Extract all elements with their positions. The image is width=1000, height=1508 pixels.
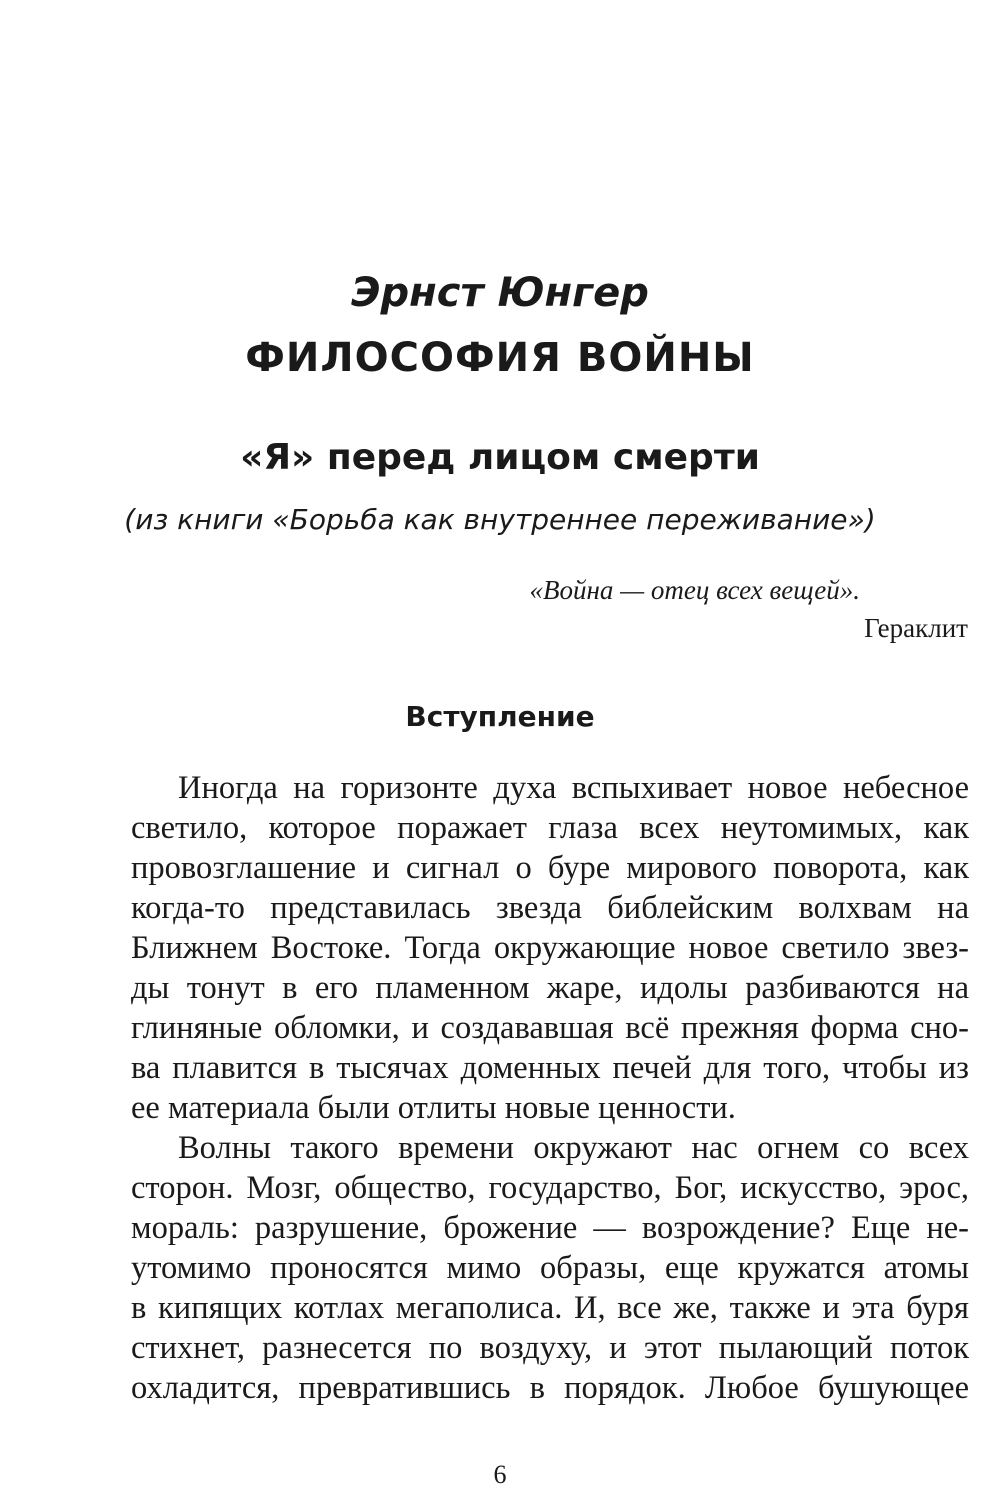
source-note: (из книги «Борьба как внутреннее переживание») [124,503,876,536]
page-number: 6 [493,1460,507,1489]
text-line: утомимо проносятся мимо образы, еще кружатся атомы [131,1250,969,1286]
work-title: ФИЛОСОФИЯ ВОЙНЫ [245,335,755,381]
section-heading: Вступление [405,700,595,733]
text-line: провозглашение и сигнал о буре мирового поворота, как [131,850,969,886]
text-line: ее материала были отлиты новые ценности. [131,1090,736,1126]
text-line: ва плавится в тысячах доменных печей для того, чтобы из [131,1050,969,1086]
paragraph [131,768,969,1128]
text-line: глиняные обломки, и создававшая всё прежняя форма сно- [131,1010,969,1046]
text-line: сторон. Мозг, общество, государство, Бог, искусство, эрос, [131,1170,969,1206]
text-line: Иногда на горизонте духа вспыхивает новое небесное [178,770,969,806]
epigraph-quote: «Война — отец всех вещей». [529,575,860,605]
text-line: когда-то представилась звезда библейским волхвам на [131,890,969,926]
text-line: мораль: разрушение, брожение — возрождение? Еще не- [131,1210,969,1246]
text-line: ды тонут в его пламенном жаре, идолы разбиваются на [131,970,969,1006]
text-line: Ближнем Востоке. Тогда окружающие новое светило звез- [131,930,969,966]
text-line: светило, которое поражает глаза всех неутомимых, как [131,810,969,846]
text-line: в кипящих котлах мегаполиса. И, все же, также и эта буря [131,1290,969,1326]
text-line: охладится, превратившись в порядок. Любое бушующее [131,1370,969,1406]
body-text [131,768,969,1408]
paragraph [131,1128,969,1408]
chapter-title: «Я» перед лицом смерти [240,437,760,478]
author-name: Эрнст Юнгер [351,270,649,316]
text-line: стихнет, разнесется по воздуху, и этот пылающий поток [131,1330,969,1366]
text-line: Волны такого времени окружают нас огнем со всех [178,1130,969,1166]
epigraph-author: Гераклит [864,613,968,643]
